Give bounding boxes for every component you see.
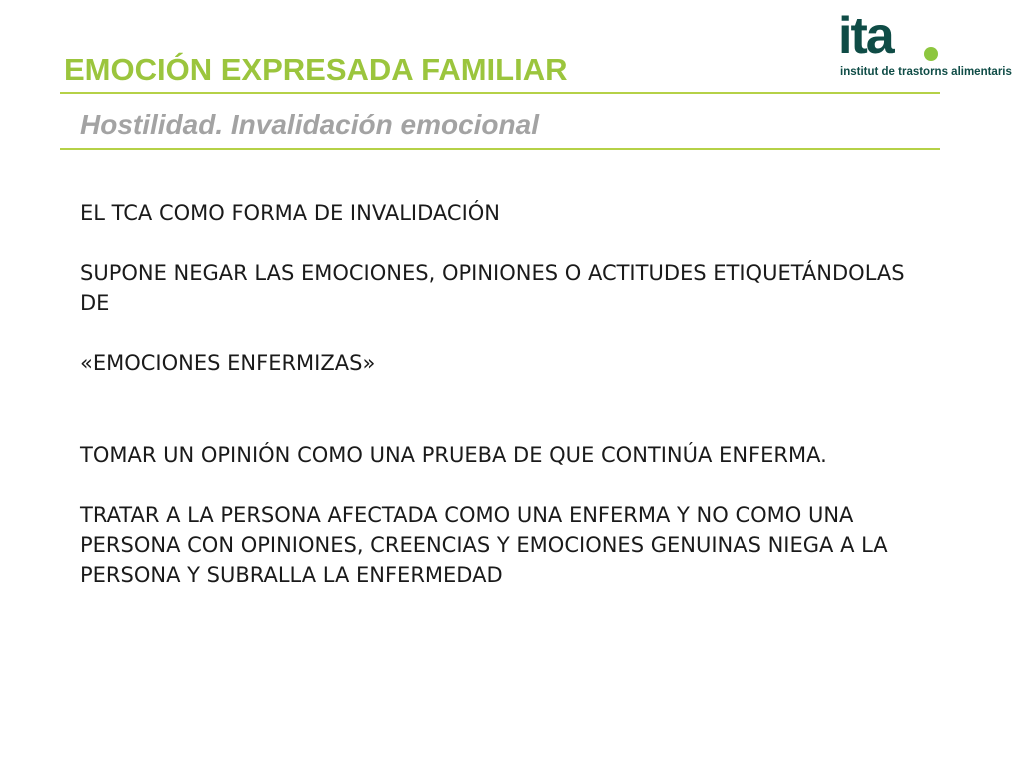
spacer [80, 228, 940, 258]
slide-title: EMOCIÓN EXPRESADA FAMILIAR [64, 52, 568, 87]
ita-logo [838, 7, 1018, 82]
body-quote: «EMOCIONES ENFERMIZAS» [80, 351, 376, 375]
logo-dot-icon [924, 47, 938, 61]
spacer [80, 470, 940, 500]
spacer [80, 318, 940, 348]
subtitle-divider [60, 148, 940, 150]
body-paragraph-opinion: TOMAR UN OPINIÓN COMO UNA PRUEBA DE QUE CONTINÚA ENFERMA. [80, 443, 827, 467]
title-divider [60, 92, 940, 94]
logo-wordmark: ita [838, 7, 893, 65]
logo-caption: institut de trastorns alimentaris [840, 66, 1012, 78]
slide-subtitle: Hostilidad. Invalidación emocional [80, 109, 539, 140]
body-heading: EL TCA COMO FORMA DE INVALIDACIÓN [80, 201, 501, 225]
body-paragraph-negar: SUPONE NEGAR LAS EMOCIONES, OPINIONES O ACTITUDES ETIQUETÁNDOLAS DE [80, 261, 905, 315]
body-paragraph-persona: TRATAR A LA PERSONA AFECTADA COMO UNA ENFERMA Y NO COMO UNA PERSONA CON OPINIONES, CREENCIAS Y EMOCIONES GENUINAS NIEGA A LA PERSONA Y SUBRALLA LA ENFERMEDAD [80, 503, 888, 587]
slide-body [80, 198, 940, 590]
spacer [80, 378, 940, 440]
